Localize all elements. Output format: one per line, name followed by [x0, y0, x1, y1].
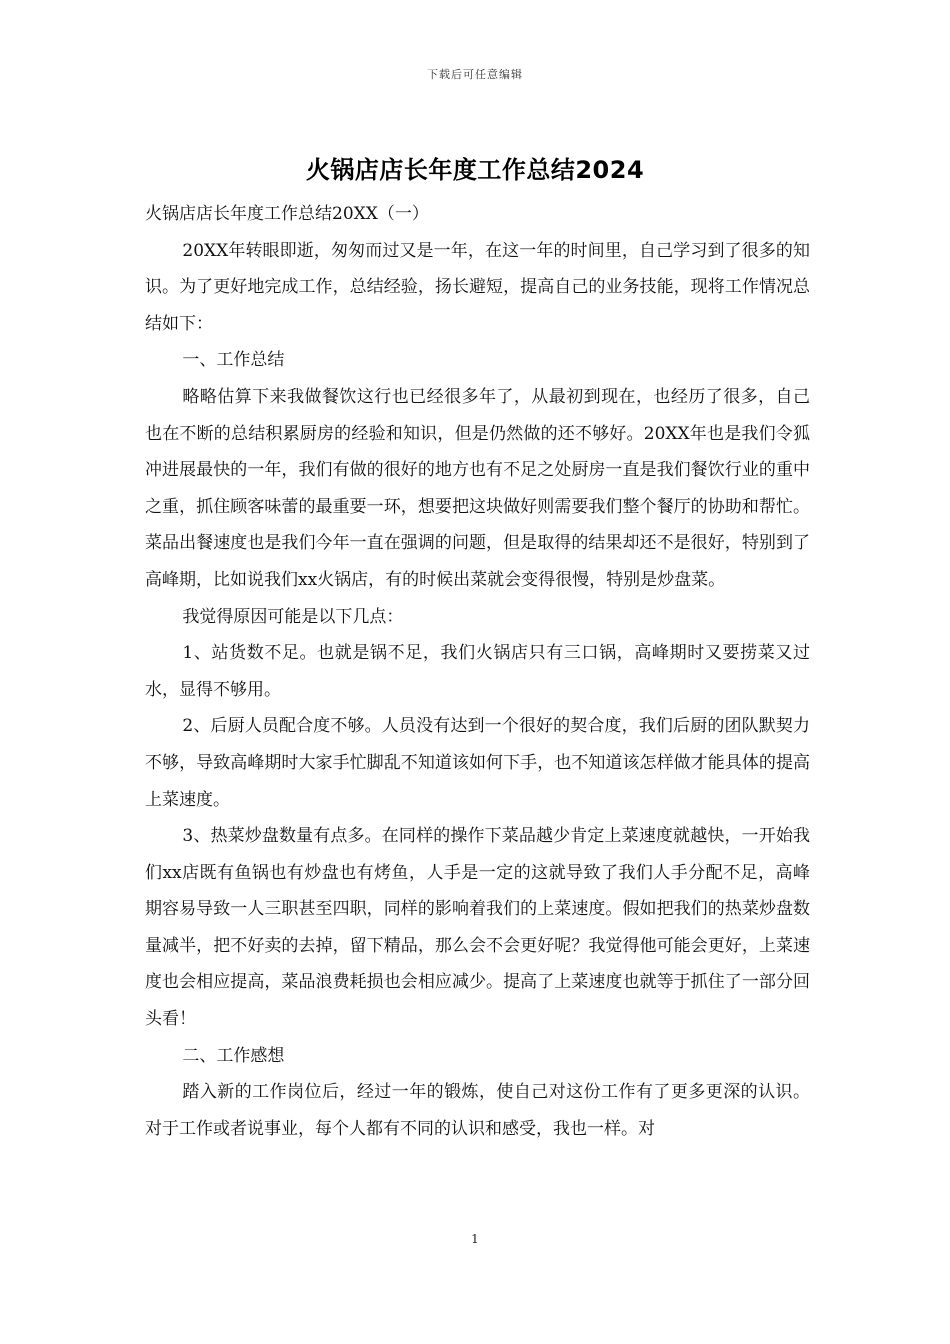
- document-title: 火锅店店长年度工作总结2024: [305, 156, 645, 184]
- paragraph-reasons-lead: 我觉得原因可能是以下几点：: [182, 606, 404, 627]
- paragraph-thoughts: 踏入新的工作岗位后，经过一年的锻炼，使自己对这份工作有了更多更深的认识。对于工作或者说事业，每个人都有不同的认识和感受，我也一样。对: [145, 1082, 810, 1139]
- section-heading-work-thoughts: 二、工作感想: [182, 1045, 285, 1066]
- page-number: 1: [471, 1232, 479, 1246]
- paragraph-reason-1: 1、站货数不足。也就是锅不足，我们火锅店只有三口锅，高峰期时又要捞菜又过水，显得不够用。: [145, 643, 810, 700]
- paragraph-summary: 略略估算下来我做餐饮这行也已经很多年了，从最初到现在，也经历了很多，自己也在不断的总结积累厨房的经验和知识，但是仍然做的还不够好。20XX年也是我们令狐冲进展最快的一年，我们有做的很好的地方也有不足之处厨房一直是我们餐饮行业的重中之重，抓住顾客味蕾的最重要一环，想要把这块做好则需要我们整个餐厅的协助和帮忙。菜品出餐速度也是我们今年一直在强调的问题，但是取得的结果却还不是很好，特别到了高峰期，比如说我们xx火锅店，有的时候出菜就会变得很慢，特别是炒盘菜。: [145, 386, 810, 590]
- document-body: [145, 196, 810, 1147]
- paragraph-reason-2: 2、后厨人员配合度不够。人员没有达到一个很好的契合度，我们后厨的团队默契力不够，导致高峰期时大家手忙脚乱不知道该如何下手，也不知道该怎样做才能具体的提高上菜速度。: [145, 716, 810, 810]
- header-note: 下载后可任意编辑: [427, 68, 523, 81]
- paragraph-reason-3: 3、热菜炒盘数量有点多。在同样的操作下菜品越少肯定上菜速度就越快，一开始我们xx店既有鱼锅也有炒盘也有烤鱼，人手是一定的这就导致了我们人手分配不足，高峰期容易导致一人三职甚至四职，同样的影响着我们的上菜速度。假如把我们的热菜炒盘数量减半，把不好卖的去掉，留下精品，那么会不会更好呢？我觉得他可能会更好，上菜速度也会相应提高，菜品浪费耗损也会相应减少。提高了上菜速度也就等于抓住了一部分回头看！: [145, 826, 810, 1030]
- paragraph-intro: 20XX年转眼即逝，匆匆而过又是一年，在这一年的时间里，自己学习到了很多的知识。为了更好地完成工作，总结经验，扬长避短，提高自己的业务技能，现将工作情况总结如下：: [145, 240, 810, 334]
- document-subtitle: 火锅店店长年度工作总结20XX（一）: [145, 204, 429, 224]
- section-heading-work-summary: 一、工作总结: [182, 350, 285, 371]
